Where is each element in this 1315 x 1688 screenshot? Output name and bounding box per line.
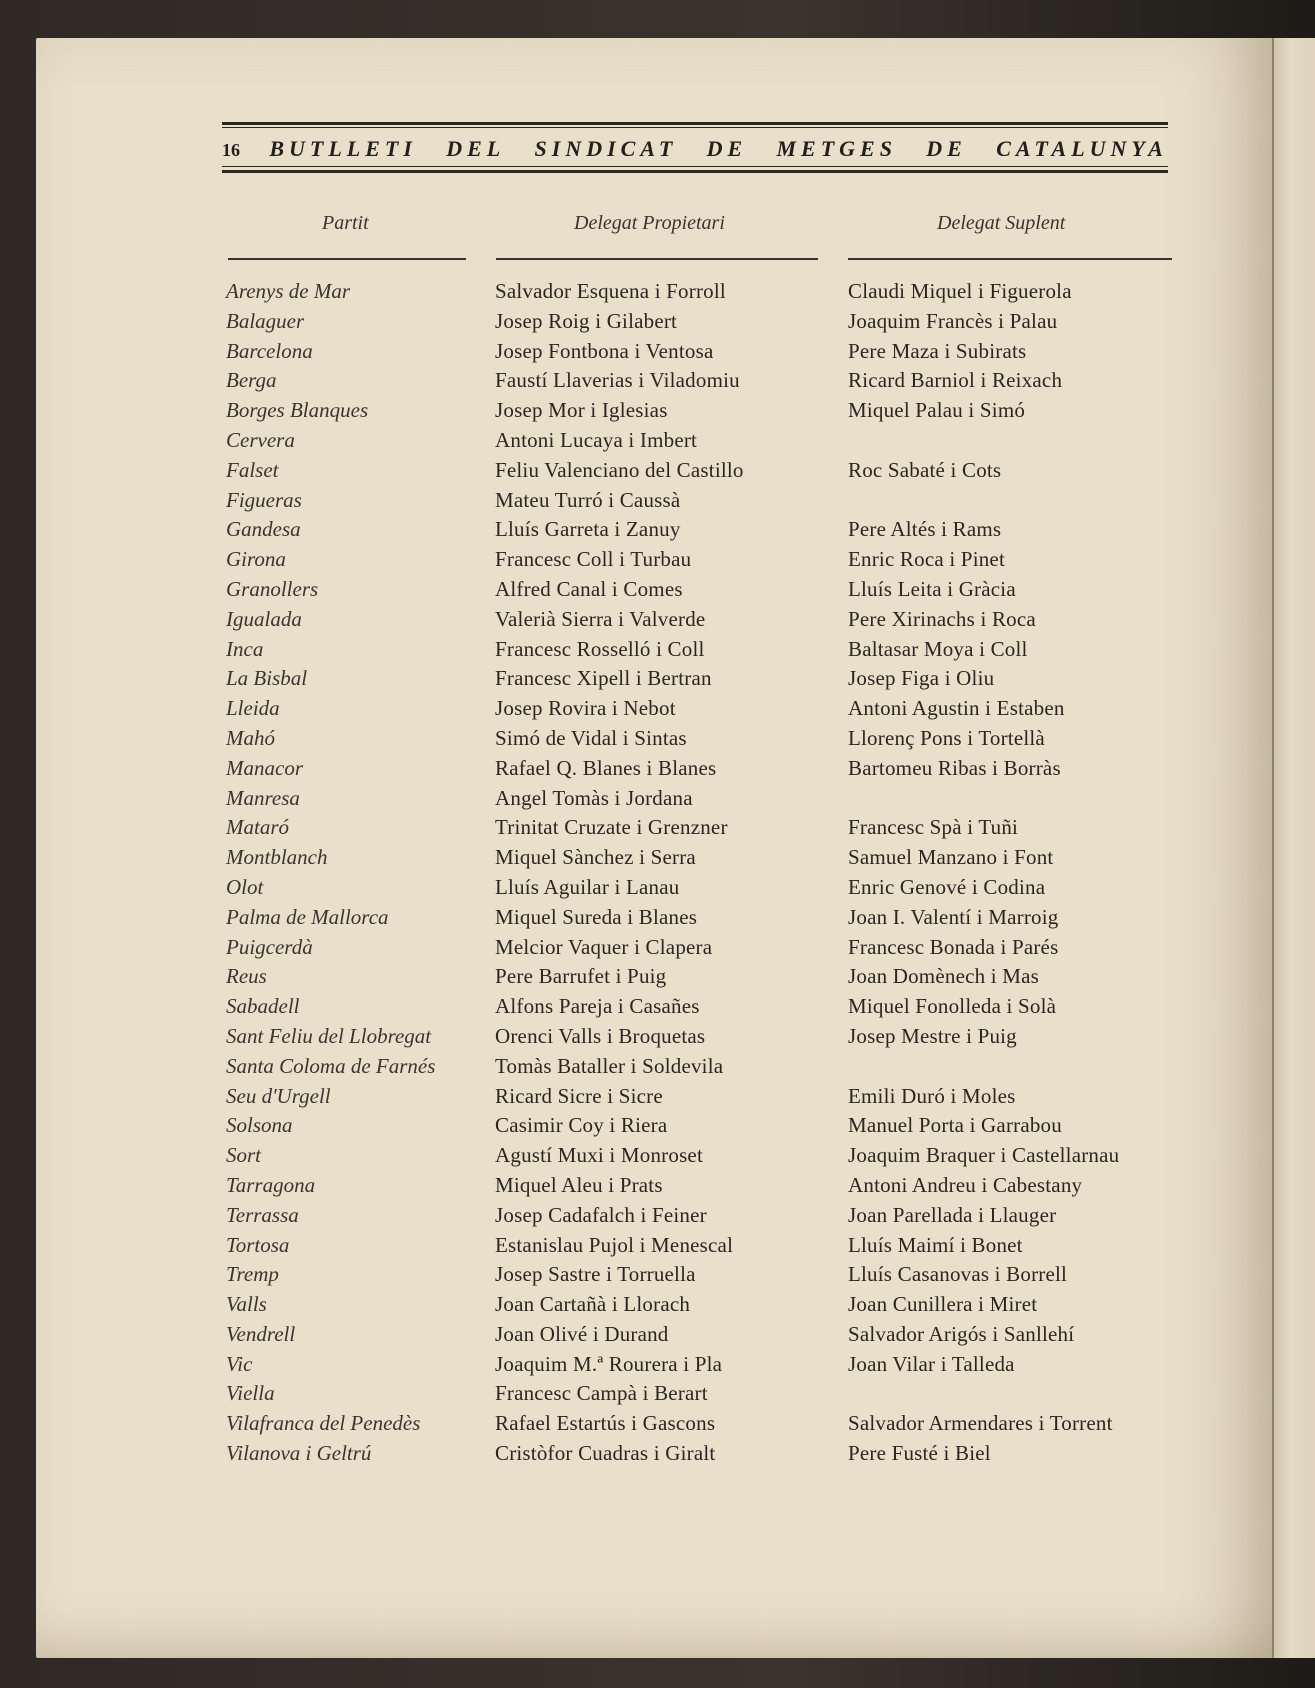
partit-cell: Reus — [226, 964, 267, 989]
delegat-suplent-cell: Ricard Barniol i Reixach — [848, 368, 1063, 393]
title-word: DE — [926, 136, 967, 161]
partit-cell: Mataró — [226, 815, 289, 840]
delegat-suplent-cell: Baltasar Moya i Coll — [848, 636, 1028, 661]
delegat-propietari-cell: Josep Sastre i Torruella — [495, 1262, 696, 1287]
partit-cell: Vilanova i Geltrú — [226, 1441, 372, 1466]
partit-cell: Sort — [226, 1143, 262, 1168]
delegat-suplent-cell: Joan Cunillera i Miret — [848, 1292, 1038, 1317]
delegat-propietari-cell: Francesc Campà i Berart — [495, 1381, 708, 1406]
partit-cell: Tortosa — [226, 1232, 290, 1257]
partit-cell: Manacor — [226, 755, 303, 780]
delegat-propietari-cell: Mateu Turró i Caussà — [495, 487, 681, 512]
delegat-suplent-cell: Claudi Miquel i Figuerola — [848, 279, 1072, 303]
header-rule-top-thin — [222, 127, 1168, 128]
partit-cell: La Bisbal — [226, 666, 308, 691]
column-header-propietari: Delegat Propietari — [574, 212, 725, 234]
delegat-suplent-cell: Bartomeu Ribas i Borràs — [848, 755, 1061, 780]
delegat-suplent-cell — [848, 784, 1119, 814]
title-word: DEL — [446, 136, 506, 161]
column-propietari — [495, 277, 744, 1469]
delegat-suplent-cell: Miquel Fonolleda i Solà — [848, 994, 1057, 1019]
header-rule-top — [222, 122, 1168, 125]
delegat-propietari-cell: Joan Cartañà i Llorach — [495, 1292, 691, 1317]
partit-cell: Vic — [226, 1351, 253, 1376]
partit-cell: Arenys de Mar — [226, 279, 351, 303]
delegat-propietari-cell: Joan Olivé i Durand — [495, 1321, 669, 1346]
delegat-suplent-cell: Pere Altés i Rams — [848, 517, 1002, 542]
title-word: CATALUNYA — [996, 136, 1168, 161]
delegat-propietari-cell: Miquel Sureda i Blanes — [495, 904, 698, 929]
column-rule-propietari — [496, 258, 818, 260]
delegat-propietari-cell: Josep Rovira i Nebot — [495, 696, 676, 721]
partit-cell: Granollers — [226, 576, 319, 601]
delegat-propietari-cell: Miquel Sànchez i Serra — [495, 845, 696, 870]
delegat-suplent-cell: Antoni Agustin i Estaben — [848, 696, 1065, 721]
partit-cell: Tremp — [226, 1262, 279, 1287]
partit-cell: Terrassa — [226, 1202, 299, 1227]
delegat-propietari-cell: Estanislau Pujol i Menescal — [495, 1232, 734, 1257]
delegat-suplent-cell: Salvador Arigós i Sanllehí — [848, 1321, 1075, 1346]
title-word: BUTLLETI — [269, 136, 417, 161]
page-header — [222, 120, 1168, 182]
delegat-suplent-cell: Joaquim Braquer i Castellarnau — [848, 1143, 1120, 1168]
title-word: DE — [706, 136, 748, 161]
delegat-propietari-cell: Josep Fontbona i Ventosa — [495, 338, 714, 363]
delegat-suplent-cell: Enric Roca i Pinet — [848, 547, 1005, 572]
partit-cell: Berga — [226, 368, 277, 393]
header-rule-bottom — [222, 170, 1168, 173]
delegat-suplent-cell: Pere Xirinachs i Roca — [848, 606, 1036, 631]
partit-cell: Vilafranca del Penedès — [226, 1411, 421, 1436]
partit-cell: Cervera — [226, 427, 295, 452]
partit-cell: Balaguer — [226, 308, 305, 333]
partit-cell: Mahó — [226, 725, 275, 750]
delegat-propietari-cell: Faustí Llaverias i Viladomiu — [495, 368, 740, 393]
title-word: METGES — [776, 136, 897, 161]
delegat-propietari-cell: Lluís Garreta i Zanuy — [495, 517, 681, 542]
delegat-propietari-cell: Agustí Muxi i Monroset — [495, 1143, 703, 1168]
delegat-suplent-cell: Joan I. Valentí i Marroig — [848, 904, 1059, 929]
delegat-propietari-cell: Miquel Aleu i Prats — [495, 1172, 663, 1197]
delegat-suplent-cell: Salvador Armendares i Torrent — [848, 1411, 1113, 1436]
delegat-suplent-cell — [848, 1052, 1119, 1082]
delegat-propietari-cell: Trinitat Cruzate i Grenzner — [495, 815, 728, 840]
delegat-suplent-cell: Manuel Porta i Garrabou — [848, 1113, 1062, 1138]
column-header-suplent: Delegat Suplent — [937, 212, 1066, 234]
delegat-propietari-cell: Orenci Valls i Broquetas — [495, 1023, 706, 1048]
partit-cell: Girona — [226, 547, 286, 572]
partit-cell: Gandesa — [226, 517, 301, 542]
partit-cell: Manresa — [226, 785, 300, 810]
delegat-suplent-cell: Joan Parellada i Llauger — [848, 1202, 1057, 1227]
column-suplent — [848, 277, 1119, 1469]
delegat-suplent-cell: Lluís Maimí i Bonet — [848, 1232, 1023, 1257]
delegat-suplent-cell: Pere Fusté i Biel — [848, 1441, 991, 1466]
delegat-suplent-cell: Pere Maza i Subirats — [848, 338, 1027, 363]
partit-cell: Palma de Mallorca — [226, 904, 389, 929]
delegat-suplent-cell: Joan Vilar i Talleda — [848, 1351, 1015, 1376]
delegat-suplent-cell: Josep Mestre i Puig — [848, 1023, 1017, 1048]
partit-cell: Santa Coloma de Farnés — [226, 1053, 436, 1078]
delegat-propietari-cell: Joaquim M.ª Rourera i Pla — [495, 1351, 723, 1376]
partit-cell: Figueras — [226, 487, 302, 512]
delegat-propietari-cell: Antoni Lucaya i Imbert — [495, 427, 698, 452]
delegat-propietari-cell: Francesc Xipell i Bertran — [495, 666, 712, 691]
partit-cell: Igualada — [226, 606, 302, 631]
delegat-suplent-cell: Josep Figa i Oliu — [848, 666, 995, 691]
delegat-propietari-cell: Feliu Valenciano del Castillo — [495, 457, 744, 482]
partit-cell: Lleida — [226, 696, 280, 721]
delegat-propietari-cell: Cristòfor Cuadras i Giralt — [495, 1441, 716, 1466]
delegat-propietari-cell: Pere Barrufet i Puig — [495, 964, 667, 989]
delegat-suplent-cell: Antoni Andreu i Cabestany — [848, 1172, 1083, 1197]
partit-cell: Valls — [226, 1292, 267, 1317]
column-rule-partit — [228, 258, 466, 260]
delegat-suplent-cell: Emili Duró i Moles — [848, 1083, 1016, 1108]
delegat-propietari-cell: Francesc Coll i Turbau — [495, 547, 692, 572]
column-rule-suplent — [848, 258, 1172, 260]
delegat-suplent-cell: Roc Sabaté i Cots — [848, 457, 1002, 482]
delegat-suplent-cell: Samuel Manzano i Font — [848, 845, 1054, 870]
delegat-propietari-cell: Lluís Aguilar i Lanau — [495, 874, 680, 899]
delegat-propietari-cell: Ricard Sicre i Sicre — [495, 1083, 663, 1108]
delegat-suplent-cell: Joaquim Francès i Palau — [848, 308, 1058, 333]
column-header-partit: Partit — [322, 212, 369, 234]
delegat-suplent-cell: Lluís Leita i Gràcia — [848, 576, 1016, 601]
partit-cell: Borges Blanques — [226, 398, 369, 423]
delegat-suplent-cell: Joan Domènech i Mas — [848, 964, 1040, 989]
delegat-propietari-cell: Alfred Canal i Comes — [495, 576, 683, 601]
partit-cell: Puigcerdà — [226, 934, 313, 959]
delegat-suplent-cell: Enric Genové i Codina — [848, 874, 1046, 899]
partit-cell: Tarragona — [226, 1172, 316, 1197]
partit-cell: Barcelona — [226, 338, 313, 363]
partit-cell: Montblanch — [226, 845, 328, 870]
delegat-suplent-cell — [848, 1379, 1119, 1409]
delegat-propietari-cell: Angel Tomàs i Jordana — [495, 785, 693, 810]
delegat-propietari-cell: Melcior Vaquer i Clapera — [495, 934, 713, 959]
delegat-suplent-cell — [848, 426, 1119, 456]
partit-cell: Viella — [226, 1381, 275, 1406]
delegat-suplent-cell: Francesc Bonada i Parés — [848, 934, 1059, 959]
partit-cell: Olot — [226, 874, 264, 899]
delegat-suplent-cell: Lluís Casanovas i Borrell — [848, 1262, 1068, 1287]
delegat-propietari-cell: Tomàs Bataller i Soldevila — [495, 1053, 724, 1078]
column-partit — [226, 277, 435, 1469]
partit-cell: Sant Feliu del Llobregat — [226, 1023, 432, 1048]
delegat-propietari-cell: Simó de Vidal i Sintas — [495, 725, 687, 750]
adjacent-page-edge — [1272, 38, 1315, 1658]
delegat-propietari-cell: Josep Cadafalch i Feiner — [495, 1202, 707, 1227]
delegat-propietari-cell: Alfons Pareja i Casañes — [495, 994, 700, 1019]
delegat-propietari-cell: Josep Roig i Gilabert — [495, 308, 678, 333]
partit-cell: Vendrell — [226, 1321, 296, 1346]
title-word: SINDICAT — [534, 136, 678, 161]
delegat-propietari-cell: Francesc Rosselló i Coll — [495, 636, 705, 661]
delegat-suplent-cell: Miquel Palau i Simó — [848, 398, 1026, 423]
delegat-suplent-cell — [848, 486, 1119, 516]
running-title — [222, 136, 1168, 164]
partit-cell: Sabadell — [226, 994, 300, 1019]
partit-cell: Falset — [226, 457, 279, 482]
partit-cell: Inca — [226, 636, 264, 661]
page-number: 16 — [222, 140, 240, 160]
delegat-suplent-cell: Francesc Spà i Tuñi — [848, 815, 1019, 840]
delegat-propietari-cell: Rafael Q. Blanes i Blanes — [495, 755, 717, 780]
header-rule-bottom-thin — [222, 166, 1168, 167]
delegat-propietari-cell: Salvador Esquena i Forroll — [495, 279, 726, 303]
partit-cell: Seu d'Urgell — [226, 1083, 331, 1108]
delegat-propietari-cell: Valerià Sierra i Valverde — [495, 606, 706, 631]
delegat-suplent-cell: Llorenç Pons i Tortellà — [848, 725, 1045, 750]
delegat-propietari-cell: Josep Mor i Iglesias — [495, 398, 668, 423]
delegat-propietari-cell: Casimir Coy i Riera — [495, 1113, 668, 1138]
partit-cell: Solsona — [226, 1113, 293, 1138]
delegat-propietari-cell: Rafael Estartús i Gascons — [495, 1411, 716, 1436]
